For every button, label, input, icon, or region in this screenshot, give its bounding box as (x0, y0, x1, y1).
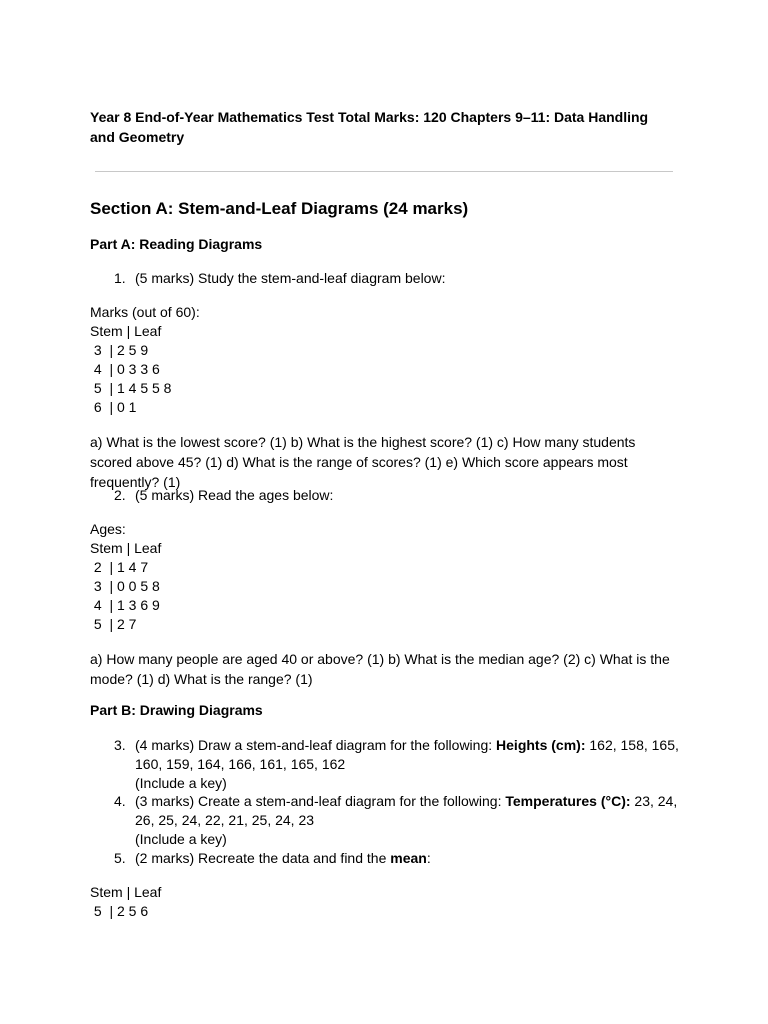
diagram-header: Stem | Leaf (90, 540, 162, 556)
diagram-row: 3 | 2 5 9 (90, 342, 149, 358)
test-header: Year 8 End-of-Year Mathematics Test Total Marks: 120 Chapters 9–11: Data Handling and Geometry (90, 109, 649, 145)
diagram-header: Stem | Leaf (90, 323, 162, 339)
diagram-row: 6 | 0 1 (90, 399, 137, 415)
diagram-row: 5 | 2 5 6 (90, 903, 149, 919)
diagram-row: 5 | 2 7 (90, 616, 137, 632)
diagram-title: Ages: (90, 521, 126, 537)
question-2-subparts: a) How many people are aged 40 or above? (1) b) What is the median age? (2) c) What is the mode? (1) d) What is the range? (1) (90, 651, 670, 687)
question-text: (2 marks) Recreate the data and find the mean: (135, 850, 431, 866)
diagram-header: Stem | Leaf (90, 884, 162, 900)
diagram-row: 4 | 1 3 6 9 (90, 597, 160, 613)
keyword: mean (390, 850, 427, 866)
diagram-row: 4 | 0 3 3 6 (90, 361, 160, 377)
stem-leaf-diagram-ages (90, 520, 161, 634)
question-number: 1. (114, 270, 126, 286)
question-note: (Include a key) (135, 775, 227, 791)
question-number: 3. (114, 737, 126, 753)
divider (95, 171, 673, 172)
question-text: (4 marks) Draw a stem-and-leaf diagram for the following: Heights (cm): 162, 158, 165, 160, 159, 164, 166, 161, 165, 162 (Include a key) (135, 737, 679, 791)
question-note: (Include a key) (135, 831, 227, 847)
data-label: Heights (cm): (496, 737, 586, 753)
part-a-title: Part A: Reading Diagrams (90, 236, 263, 252)
stem-leaf-diagram-marks (90, 303, 200, 417)
question-text: (3 marks) Create a stem-and-leaf diagram for the following: Temperatures (°C): 23, 24, 26, 25, 24, 22, 21, 25, 24, 23 (Include a key) (135, 793, 678, 847)
part-b-title: Part B: Drawing Diagrams (90, 702, 263, 718)
question-number: 2. (114, 487, 126, 503)
diagram-row: 3 | 0 0 5 8 (90, 578, 160, 594)
question-1-subparts: a) What is the lowest score? (1) b) What is the highest score? (1) c) How many students scored above 45? (1) d) What is the range of scores? (1) e) Which score appears most frequently? (1) (90, 434, 636, 490)
question-text: (5 marks) Study the stem-and-leaf diagram below: (135, 270, 446, 286)
section-title: Section A: Stem-and-Leaf Diagrams (24 marks) (90, 199, 469, 218)
data-label: Temperatures (°C): (505, 793, 631, 809)
question-text: (5 marks) Read the ages below: (135, 487, 334, 503)
stem-leaf-diagram-mean (90, 883, 161, 921)
diagram-row: 2 | 1 4 7 (90, 559, 149, 575)
diagram-title: Marks (out of 60): (90, 304, 200, 320)
diagram-row: 5 | 1 4 5 5 8 (90, 380, 172, 396)
question-number: 5. (114, 850, 126, 866)
question-number: 4. (114, 793, 126, 809)
